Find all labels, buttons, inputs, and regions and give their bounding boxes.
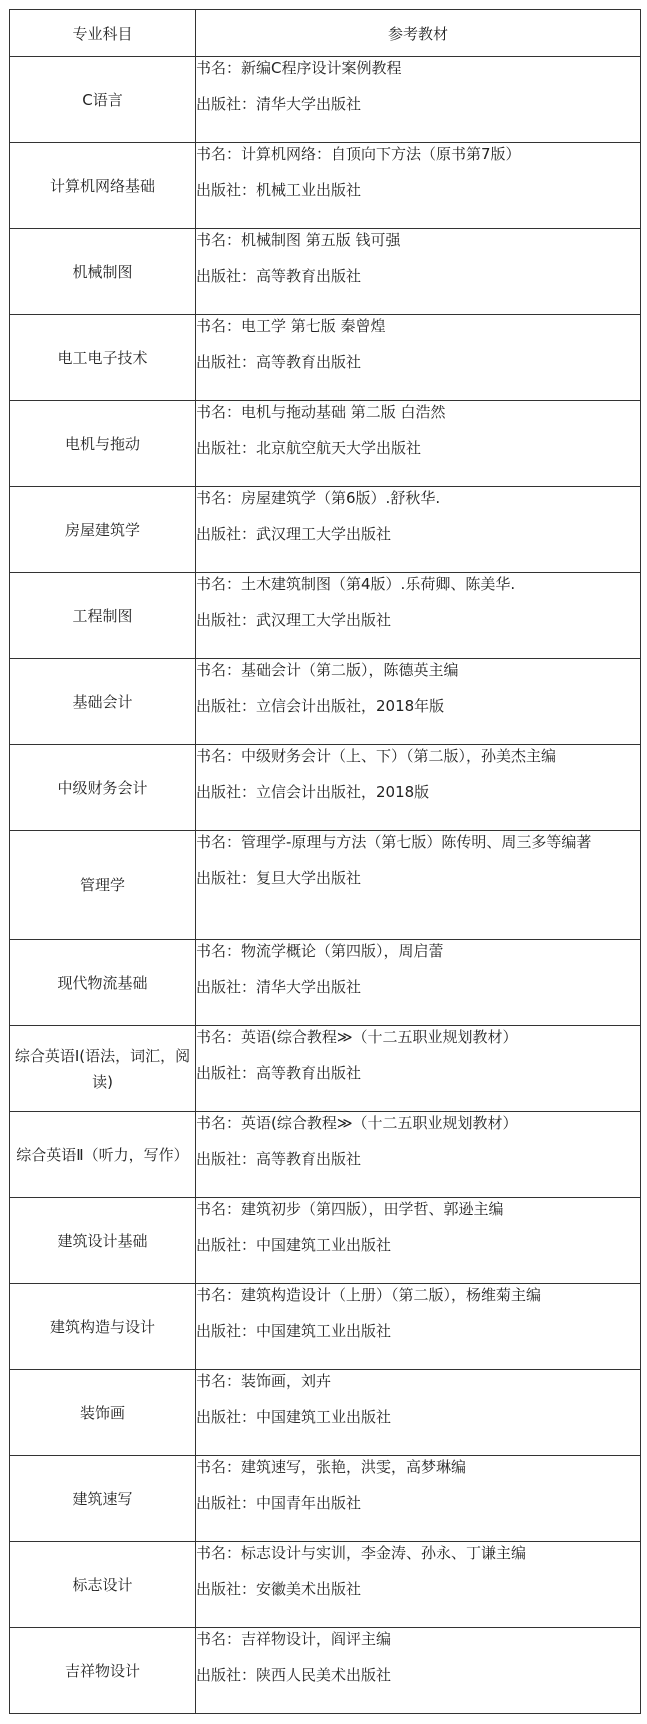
- subject-cell: 工程制图: [10, 573, 196, 659]
- textbook-cell: [196, 1456, 641, 1542]
- subject-cell: 计算机网络基础: [10, 143, 196, 229]
- book-title: 书名：土木建筑制图（第4版）.乐荷卿、陈美华.: [196, 575, 516, 593]
- subject-cell: 装饰画: [10, 1370, 196, 1456]
- book-title: 书名：电机与拖动基础 第二版 白浩然: [196, 403, 446, 421]
- book-publisher: 出版社：清华大学出版社: [196, 978, 362, 996]
- table-row: [10, 1198, 641, 1284]
- book-title: 书名：英语(综合教程≫（十二五职业规划教材）: [196, 1028, 518, 1046]
- book-title: 书名：标志设计与实训，李金涛、孙永、丁谦主编: [196, 1544, 527, 1562]
- subject-cell: 综合英语Ⅰ(语法，词汇，阅读): [10, 1026, 196, 1112]
- table-header-row: [10, 10, 641, 57]
- table-row: [10, 831, 641, 940]
- book-publisher: 出版社：武汉理工大学出版社: [196, 525, 392, 543]
- book-publisher: 出版社：中国建筑工业出版社: [196, 1322, 392, 1340]
- subject-cell: 电机与拖动: [10, 401, 196, 487]
- book-publisher: 出版社：安徽美术出版社: [196, 1580, 362, 1598]
- table-row: [10, 573, 641, 659]
- book-title: 书名：管理学-原理与方法（第七版）陈传明、周三多等编著: [196, 833, 592, 851]
- textbook-cell: [196, 1198, 641, 1284]
- book-publisher: 出版社：陕西人民美术出版社: [196, 1666, 392, 1684]
- book-publisher: 出版社：复旦大学出版社: [196, 869, 362, 887]
- subject-cell: 机械制图: [10, 229, 196, 315]
- textbook-cell: [196, 1542, 641, 1628]
- book-publisher: 出版社：高等教育出版社: [196, 267, 362, 285]
- book-publisher: 出版社：中国青年出版社: [196, 1494, 362, 1512]
- book-publisher: 出版社：立信会计出版社，2018年版: [196, 697, 445, 715]
- table-row: [10, 57, 641, 143]
- table-row: [10, 659, 641, 745]
- textbook-cell: [196, 143, 641, 229]
- header-subject: 专业科目: [10, 10, 196, 57]
- book-publisher: 出版社：武汉理工大学出版社: [196, 611, 392, 629]
- table-row: [10, 143, 641, 229]
- textbook-cell: [196, 487, 641, 573]
- table-row: [10, 1112, 641, 1198]
- textbook-cell: [196, 940, 641, 1026]
- book-title: 书名：房屋建筑学（第6版）.舒秋华.: [196, 489, 441, 507]
- subject-cell: 管理学: [10, 831, 196, 940]
- subject-cell: 吉祥物设计: [10, 1628, 196, 1714]
- subject-cell: 基础会计: [10, 659, 196, 745]
- book-publisher: 出版社：立信会计出版社，2018版: [196, 783, 430, 801]
- textbook-cell: [196, 315, 641, 401]
- table-row: [10, 1370, 641, 1456]
- textbook-cell: [196, 659, 641, 745]
- textbook-cell: [196, 57, 641, 143]
- table-row: [10, 745, 641, 831]
- subject-cell: 综合英语Ⅱ（听力，写作）: [10, 1112, 196, 1198]
- book-title: 书名：机械制图 第五版 钱可强: [196, 231, 401, 249]
- book-title: 书名：建筑初步（第四版），田学哲、郭逊主编: [196, 1200, 504, 1218]
- subject-cell: C语言: [10, 57, 196, 143]
- table-row: [10, 401, 641, 487]
- subject-cell: 电工电子技术: [10, 315, 196, 401]
- book-title: 书名：新编C程序设计案例教程: [196, 59, 402, 77]
- table-row: [10, 315, 641, 401]
- book-title: 书名：装饰画，刘卉: [196, 1372, 332, 1390]
- book-title: 书名：物流学概论（第四版），周启蕾: [196, 942, 444, 960]
- book-publisher: 出版社：清华大学出版社: [196, 95, 362, 113]
- book-title: 书名：吉祥物设计，阎评主编: [196, 1630, 392, 1648]
- subject-cell: 现代物流基础: [10, 940, 196, 1026]
- textbook-cell: [196, 1026, 641, 1112]
- book-publisher: 出版社：高等教育出版社: [196, 1150, 362, 1168]
- subject-cell: 房屋建筑学: [10, 487, 196, 573]
- subject-cell: 建筑构造与设计: [10, 1284, 196, 1370]
- textbook-cell: [196, 573, 641, 659]
- subject-cell: 中级财务会计: [10, 745, 196, 831]
- book-title: 书名：中级财务会计（上、下）（第二版），孙美杰主编: [196, 747, 557, 765]
- book-title: 书名：英语(综合教程≫（十二五职业规划教材）: [196, 1114, 518, 1132]
- book-title: 书名：建筑构造设计（上册）（第二版），杨维菊主编: [196, 1286, 542, 1304]
- table-row: [10, 1542, 641, 1628]
- table-row: [10, 1456, 641, 1542]
- table-row: [10, 1026, 641, 1112]
- table-row: [10, 229, 641, 315]
- textbook-cell: [196, 229, 641, 315]
- textbook-cell: [196, 1112, 641, 1198]
- textbook-cell: [196, 1284, 641, 1370]
- textbook-cell: [196, 831, 641, 940]
- textbook-table: [9, 9, 641, 1714]
- subject-cell: 建筑设计基础: [10, 1198, 196, 1284]
- textbook-cell: [196, 1628, 641, 1714]
- table-row: [10, 940, 641, 1026]
- book-title: 书名：基础会计（第二版），陈德英主编: [196, 661, 459, 679]
- book-publisher: 出版社：中国建筑工业出版社: [196, 1236, 392, 1254]
- table-row: [10, 1628, 641, 1714]
- textbook-cell: [196, 1370, 641, 1456]
- header-textbook: 参考教材: [196, 10, 641, 57]
- book-title: 书名：计算机网络：自顶向下方法（原书第7版）: [196, 145, 521, 163]
- textbook-cell: [196, 745, 641, 831]
- book-publisher: 出版社：机械工业出版社: [196, 181, 362, 199]
- subject-cell: 建筑速写: [10, 1456, 196, 1542]
- book-publisher: 出版社：中国建筑工业出版社: [196, 1408, 392, 1426]
- book-title: 书名：电工学 第七版 秦曾煌: [196, 317, 386, 335]
- table-row: [10, 1284, 641, 1370]
- table-row: [10, 487, 641, 573]
- textbook-cell: [196, 401, 641, 487]
- book-title: 书名：建筑速写，张艳，洪雯，高梦琳编: [196, 1458, 467, 1476]
- book-publisher: 出版社：高等教育出版社: [196, 353, 362, 371]
- book-publisher: 出版社：高等教育出版社: [196, 1064, 362, 1082]
- subject-cell: 标志设计: [10, 1542, 196, 1628]
- book-publisher: 出版社：北京航空航天大学出版社: [196, 439, 422, 457]
